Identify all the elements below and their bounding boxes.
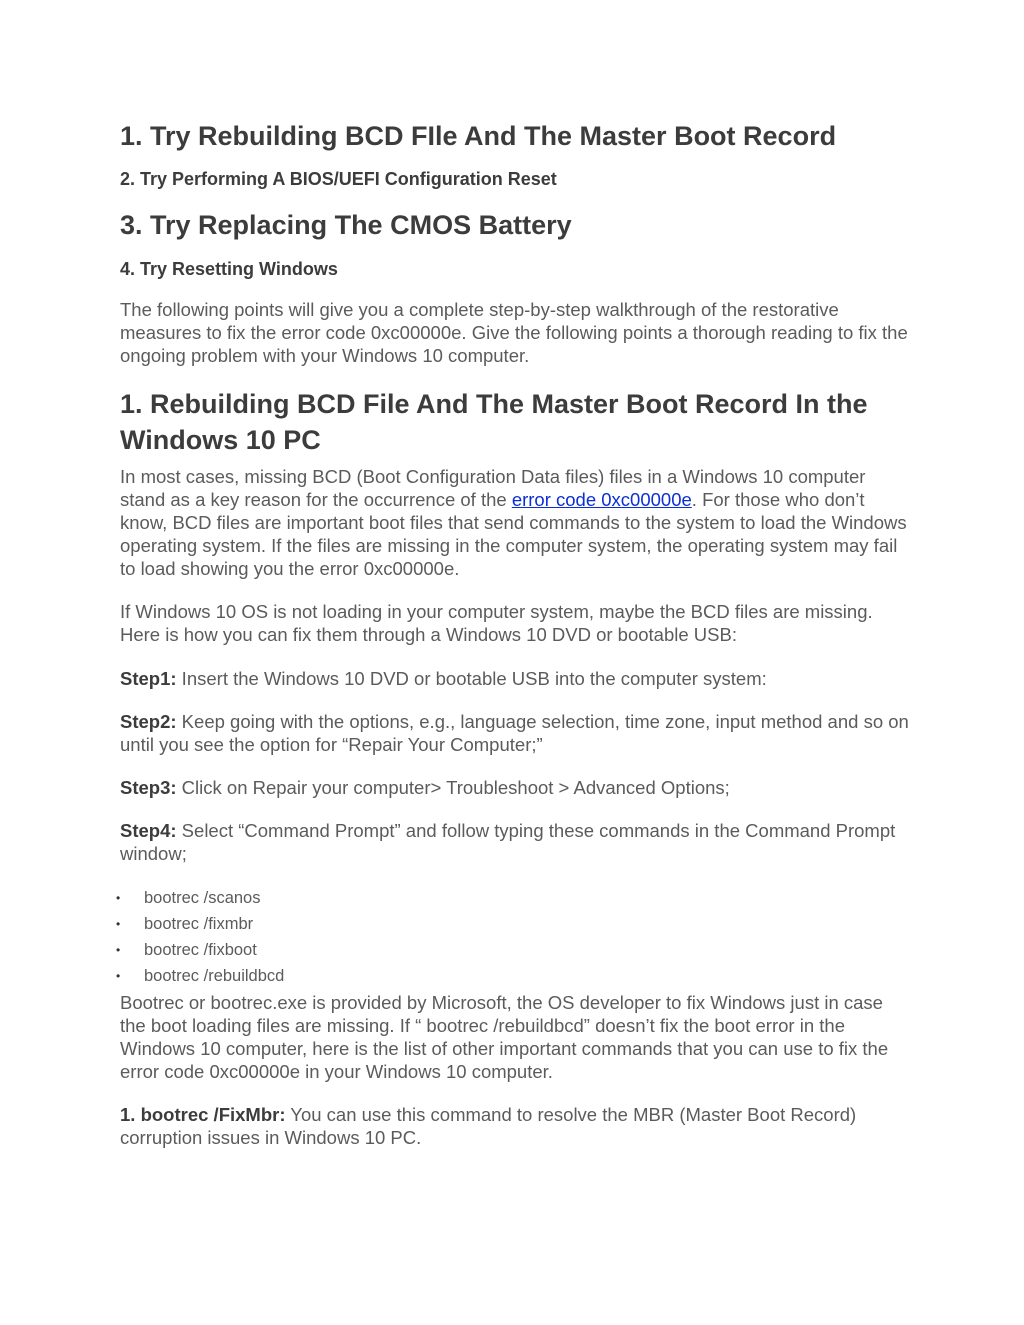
intro-paragraph: The following points will give you a complete step-by-step walkthrough of the restorative measures to fix the error code 0xc00000e. Give the following points a thorough reading to fix the ongoing problem with your Windows 10 computer. xyxy=(120,299,908,366)
command-text: bootrec /rebuildbcd xyxy=(144,967,285,985)
command-text: bootrec /fixmbr xyxy=(144,915,254,933)
step-3-label: Step3: xyxy=(120,777,177,798)
heading-reset-windows: 4. Try Resetting Windows xyxy=(120,259,338,279)
command-list xyxy=(116,885,910,989)
command-text: bootrec /fixboot xyxy=(144,941,257,959)
step-4 xyxy=(120,819,910,865)
step-3 xyxy=(120,776,910,799)
section-heading-rebuild-bcd: 1. Rebuilding BCD File And The Master Boot Record In the Windows 10 PC xyxy=(120,389,868,455)
bullet-icon: • xyxy=(116,917,121,931)
command-text: bootrec /scanos xyxy=(144,889,261,907)
bcd-text-before: In most cases, missing BCD (Boot Configuration Data files) files in a Windows 10 computer stand as a key reason for the occurrence of the xyxy=(120,466,866,510)
heading-cmos-battery: 3. Try Replacing The CMOS Battery xyxy=(120,210,572,240)
list-item xyxy=(116,963,910,989)
bcd-explanation-paragraph xyxy=(120,465,910,580)
bootrec-explanation-paragraph: Bootrec or bootrec.exe is provided by Microsoft, the OS developer to fix Windows just in case the boot loading files are missing. If “ bootrec /rebuildbcd” doesn’t fix the boot error in the Windows 10 computer, here is the list of other important commands that you can use to fix the error code 0xc00000e in your Windows 10 computer. xyxy=(120,992,889,1082)
step-1 xyxy=(120,667,910,690)
step-2 xyxy=(120,710,910,756)
bullet-icon: • xyxy=(116,891,121,905)
bcd-text-after: . For those who don’t know, BCD files are important boot files that send commands to the system to load the Windows operating system. If the files are missing in the computer system, the operating system may fail to load showing you the error 0xc00000e. xyxy=(120,489,907,579)
fixmbr-paragraph xyxy=(120,1103,910,1149)
step-3-text: Click on Repair your computer> Troubleshoot > Advanced Options; xyxy=(176,777,730,798)
step-1-text: Insert the Windows 10 DVD or bootable USB into the computer system: xyxy=(176,668,767,689)
list-item xyxy=(116,885,910,911)
step-4-label: Step4: xyxy=(120,820,177,841)
step-2-label: Step2: xyxy=(120,711,177,732)
fixmbr-text: You can use this command to resolve the MBR (Master Boot Record) corruption issues in Windows 10 PC. xyxy=(120,1104,857,1148)
heading-bios-reset: 2. Try Performing A BIOS/UEFI Configuration Reset xyxy=(120,169,557,189)
bullet-icon: • xyxy=(116,943,121,957)
fixmbr-label: 1. bootrec /FixMbr: xyxy=(120,1104,286,1125)
list-item xyxy=(116,937,910,963)
step-4-text: Select “Command Prompt” and follow typing these commands in the Command Prompt window; xyxy=(120,820,896,864)
bullet-icon: • xyxy=(116,969,121,983)
list-item xyxy=(116,911,910,937)
heading-rebuild-bcd: 1. Try Rebuilding BCD FIle And The Master Boot Record xyxy=(120,121,837,151)
step-2-text: Keep going with the options, e.g., language selection, time zone, input method and so on until you see the option for “Repair Your Computer;” xyxy=(120,711,909,755)
error-code-link[interactable]: error code 0xc00000e xyxy=(511,489,692,510)
document-page xyxy=(116,118,910,1149)
fix-intro-paragraph: If Windows 10 OS is not loading in your computer system, maybe the BCD files are missing. Here is how you can fix them through a Windows 10 DVD or bootable USB: xyxy=(120,601,873,645)
step-1-label: Step1: xyxy=(120,668,177,689)
